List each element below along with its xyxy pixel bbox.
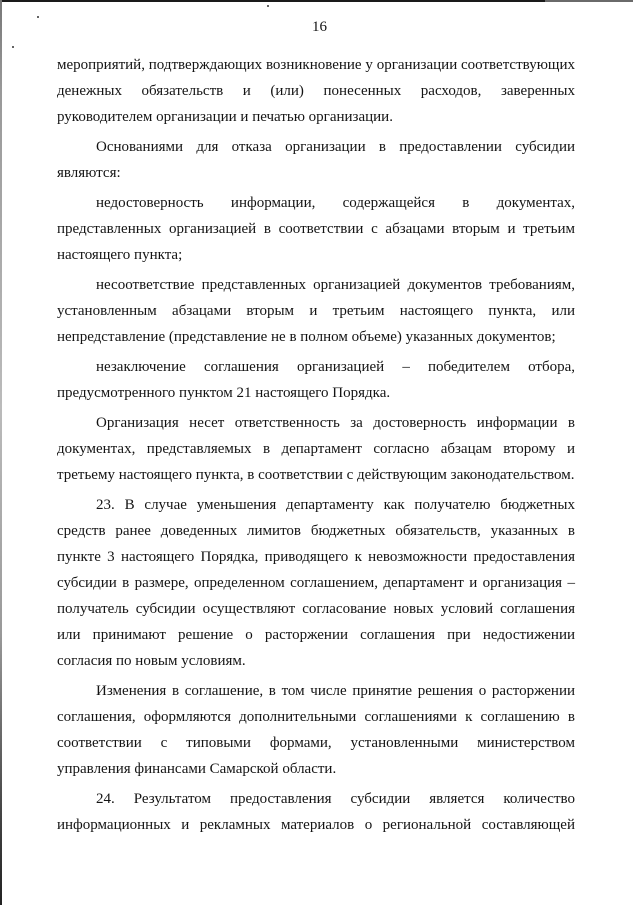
paragraph-refusal-grounds-intro: Основаниями для отказа организации в предоставлении субсидии являются:: [57, 139, 575, 181]
scan-top-edge: [0, 0, 633, 2]
paragraph-responsibility: Организация несет ответственность за достоверность информации в документах, представляемых в департамент согласно абзацам второму и третьему настоящего пункта, в соответствии с действующим законодательством.: [57, 415, 575, 483]
paragraph-clause-24: 24. Результатом предоставления субсидии является количество информационных и рекламных материалов о региональной составляющей: [57, 791, 575, 833]
scan-top-edge-right: [545, 0, 633, 2]
scan-speck: [267, 5, 269, 7]
page-number: 16: [312, 19, 327, 35]
paragraph-agreement-changes: Изменения в соглашение, в том числе принятие решения о расторжении соглашения, оформляются дополнительными соглашениями к соглашению в соответствии с типовыми формами, установленными министерством управления финансами Самарской области.: [57, 683, 575, 777]
document-body: [57, 52, 575, 842]
scan-left-edge: [0, 0, 2, 905]
paragraph-ground-noncompliance: несоответствие представленных организацией документов требованиям, установленным абзацами вторым и третьим настоящего пункта, или непредставление (представление не в полном объеме) указанных документов;: [57, 277, 575, 345]
paragraph-clause-23: 23. В случае уменьшения департаменту как получателю бюджетных средств ранее доведенных лимитов бюджетных обязательств, указанных в пункте 3 настоящего Порядка, приводящего к невозможности предоставления субсидии в размере, определенном соглашением, департамент и организация – получатель субсидии осуществляют согласование новых условий соглашения или принимают решение о расторжении соглашения при недостижении согласия по новым условиям.: [57, 497, 575, 669]
paragraph-ground-no-agreement: незаключение соглашения организацией – победителем отбора, предусмотренного пунктом 21 настоящего Порядка.: [57, 359, 575, 401]
scan-speck: [12, 46, 14, 48]
paragraph-continuation: мероприятий, подтверждающих возникновение у организации соответствующих денежных обязательств и (или) понесенных расходов, заверенных руководителем организации и печатью организации.: [57, 57, 575, 125]
paragraph-ground-unreliable-info: недостоверность информации, содержащейся в документах, представленных организацией в соответствии с абзацами вторым и третьим настоящего пункта;: [57, 195, 575, 263]
